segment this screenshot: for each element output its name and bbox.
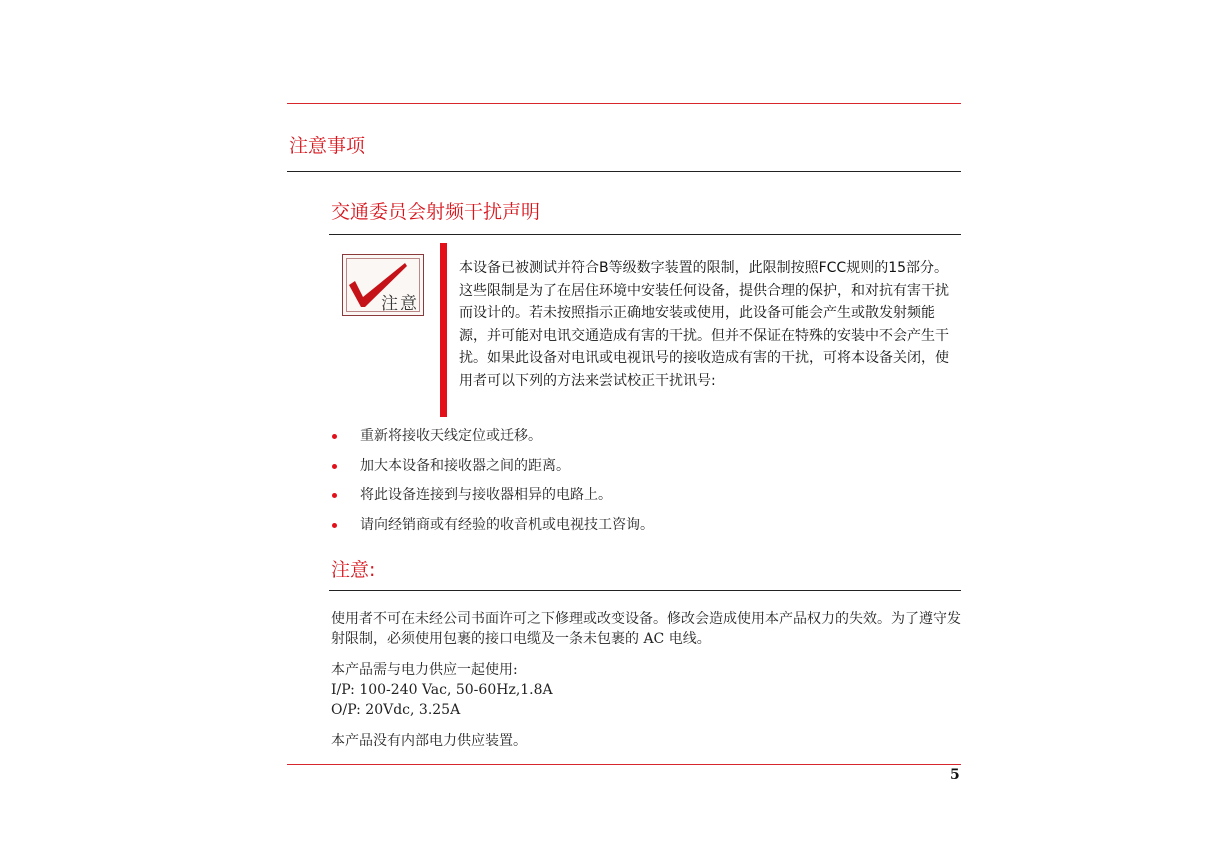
list-item: 将此设备连接到与接收器相异的电路上。 xyxy=(329,485,654,515)
notice-label: 注意 xyxy=(381,294,419,314)
bullet-icon xyxy=(332,493,337,498)
top-rule xyxy=(287,103,961,104)
section-rule xyxy=(287,171,961,172)
bullet-icon xyxy=(332,464,337,469)
mitigation-list xyxy=(329,426,654,544)
page-number: 5 xyxy=(950,767,960,783)
bullet-icon xyxy=(332,434,337,439)
list-item: 请向经销商或有经验的收音机或电视技工咨询。 xyxy=(329,515,654,545)
power-input: I/P: 100-240 Vac, 50-60Hz,1.8A xyxy=(331,682,553,698)
notice-icon xyxy=(342,254,424,316)
footer-rule xyxy=(287,764,961,765)
list-item: 重新将接收天线定位或迁移。 xyxy=(329,426,654,456)
fcc-rule xyxy=(329,234,961,235)
list-item: 加大本设备和接收器之间的距离。 xyxy=(329,456,654,486)
section-title: 注意事项 xyxy=(289,135,366,157)
caution-paragraph: 使用者不可在未经公司书面许可之下修理或改变设备。修改会造成使用本产品权力的失效。为了遵守发射限制，必须使用包裹的接口电缆及一条未包裹的 AC 电线。 xyxy=(331,611,961,647)
notice-bar xyxy=(440,243,447,417)
fcc-heading: 交通委员会射频干扰声明 xyxy=(331,201,541,223)
fcc-paragraph: 本设备已被测试并符合B等级数字装置的限制，此限制按照FCC规则的15部分。这些限制是为了在居住环境中安装任何设备，提供合理的保护，和对抗有害干扰而设计的。若未按照指示正确地安装或使用，此设备可能会产生或散发射频能源，并可能对电讯交通造成有害的干扰。但并不保证在特殊的安装中不会产生干扰。如果此设备对电讯或电视讯号的接收造成有害的干扰，可将本设备关闭，使用者可以下列的方法来尝试校正干扰讯号: xyxy=(459,260,949,389)
power-intro: 本产品需与电力供应一起使用: xyxy=(331,662,518,678)
caution-rule xyxy=(329,590,961,591)
power-output: O/P: 20Vdc, 3.25A xyxy=(331,702,461,718)
bullet-icon xyxy=(332,523,337,528)
caution-heading: 注意: xyxy=(331,559,376,581)
internal-power-note: 本产品没有内部电力供应装置。 xyxy=(331,733,527,749)
